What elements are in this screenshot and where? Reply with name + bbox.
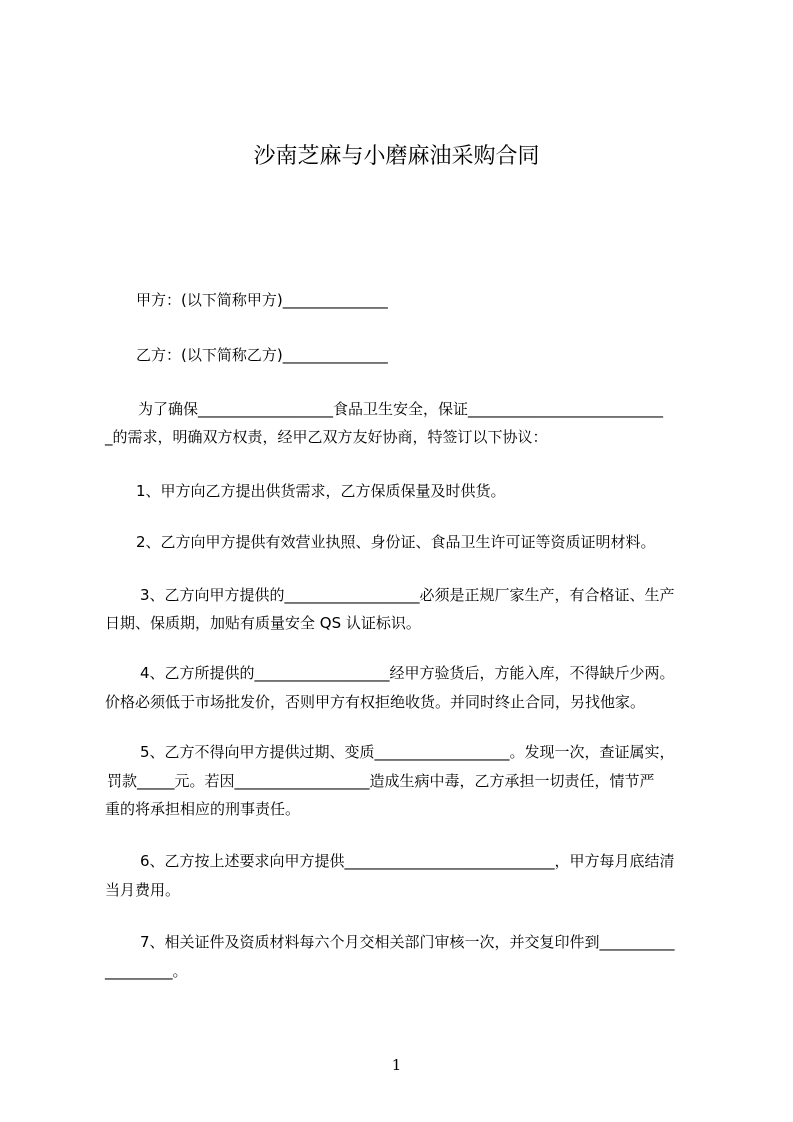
- clause-5-line-2: 罚款_____元。若因__________________造成生病中毒，乙方承担一切责任，情节严: [107, 772, 655, 790]
- page-number: 1: [391, 1056, 402, 1074]
- clause-5-line-1: 5、乙方不得向甲方提供过期、变质__________________。发现一次，查证属实，: [140, 743, 675, 761]
- clause-6-line-1: 6、乙方按上述要求向甲方提供____________________________，甲方每月底结清: [140, 852, 675, 870]
- clause-3-line-1: 3、乙方向甲方提供的__________________必须是正规厂家生产，有合格证、生产: [140, 586, 675, 604]
- document-title: 沙南芝麻与小磨麻油采购合同: [253, 144, 540, 169]
- clause-7-line-1: 7、相关证件及资质材料每六个月交相关部门审核一次，并交复印件到__________: [140, 933, 675, 951]
- clause-7-line-2: _________。: [105, 962, 188, 980]
- intro-line-2: _的需求，明确双方权责，经甲乙双方友好协商，特签订以下协议：: [105, 428, 548, 446]
- clause-4-line-1: 4、乙方所提供的__________________经甲方验货后，方能入库，不得缺斤少两。: [140, 664, 675, 682]
- clause-5-line-3: 重的将承担相应的刑事责任。: [105, 800, 301, 818]
- clause-2-line-1: 2、乙方向甲方提供有效营业执照、身份证、食品卫生许可证等资质证明材料。: [136, 533, 656, 551]
- clause-4-line-2: 价格必须低于市场批发价，否则甲方有权拒绝收货。并同时终止合同，另找他家。: [105, 693, 646, 711]
- clause-1-line-1: 1、甲方向乙方提出供货需求，乙方保质保量及时供货。: [136, 482, 506, 500]
- clause-3-line-2: 日期、保质期，加贴有质量安全 QS 认证标识。: [105, 614, 421, 632]
- party-a-line: 甲方：(以下简称甲方)______________: [136, 291, 388, 309]
- intro-line-1: 为了确保__________________食品卫生安全，保证__________________________: [138, 400, 664, 418]
- clause-6-line-2: 当月费用。: [105, 881, 181, 899]
- party-b-line: 乙方：(以下简称乙方)______________: [136, 346, 388, 364]
